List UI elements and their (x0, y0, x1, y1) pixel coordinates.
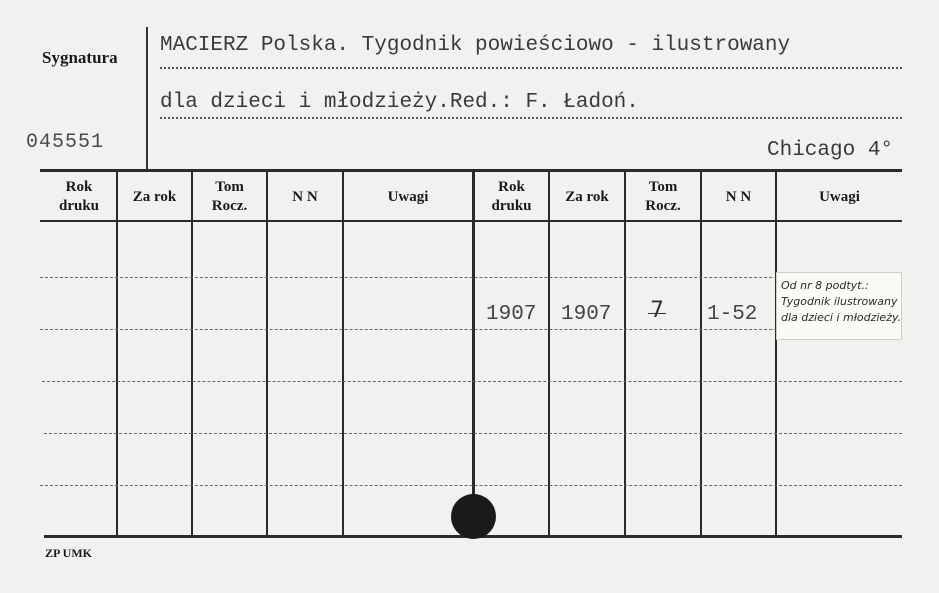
header-tom-rocz-2 (626, 174, 700, 220)
header-label: N N (725, 188, 752, 205)
signature-number: 045551 (26, 131, 105, 154)
entry-tom: 7 (650, 298, 664, 323)
header-label: Tom Rocz. (645, 179, 681, 214)
punch-hole (451, 494, 496, 539)
header-label: Tom Rocz. (211, 179, 248, 214)
header-label: Za rok (565, 188, 609, 205)
note-line: Tygodnik ilustrowany (781, 295, 898, 308)
header-label: N N (292, 188, 318, 205)
header-nn (268, 174, 342, 220)
column-divider (700, 170, 702, 536)
entry-nn: 1-52 (707, 303, 758, 326)
column-divider (342, 170, 344, 536)
column-divider (775, 170, 777, 536)
signature-divider (146, 27, 148, 169)
title-underline-1 (160, 67, 902, 69)
footer-library-mark: ZP UMK (45, 546, 92, 560)
column-divider (624, 170, 626, 536)
note-line: dla dzieci i młodzieży. (781, 311, 902, 324)
row-rule (42, 381, 902, 382)
row-rule (40, 329, 902, 330)
column-divider (116, 170, 118, 536)
header-rok-druku (42, 174, 116, 220)
header-tom-rocz (193, 174, 266, 220)
header-za-rok-2 (550, 174, 624, 220)
header-za-rok (118, 174, 191, 220)
column-divider (548, 170, 550, 536)
column-divider (191, 170, 193, 536)
title-line-2: dla dzieci i młodzieży.Red.: F. Ładoń. (160, 91, 639, 114)
header-label: Uwagi (387, 188, 429, 205)
tom-crossbar (648, 313, 666, 314)
column-divider (266, 170, 268, 536)
place-format: Chicago 4° (767, 139, 894, 162)
note-line: Od nr 8 podtyt.: (781, 279, 869, 292)
title-underline-2 (160, 117, 902, 119)
table-header-rule (40, 220, 902, 222)
header-label: Rok druku (58, 179, 100, 214)
header-rok-druku-2 (475, 174, 548, 220)
header-label: Rok druku (491, 179, 532, 214)
row-rule (44, 433, 902, 434)
header-uwagi (344, 174, 472, 220)
table-top-rule (40, 169, 902, 172)
header-label: Za rok (132, 188, 177, 205)
row-rule (40, 485, 902, 486)
header-label: Uwagi (819, 188, 860, 205)
signature-label: Sygnatura (42, 48, 118, 67)
row-rule (40, 277, 902, 278)
title-line-1: MACIERZ Polska. Tygodnik powieściowo - ilustrowany (160, 34, 791, 57)
header-uwagi-2 (777, 174, 902, 220)
handwritten-note-slip (776, 272, 902, 340)
entry-rok-druku: 1907 (486, 303, 537, 326)
column-divider-center (472, 170, 475, 536)
header-nn-2 (702, 174, 775, 220)
entry-za-rok: 1907 (561, 303, 612, 326)
